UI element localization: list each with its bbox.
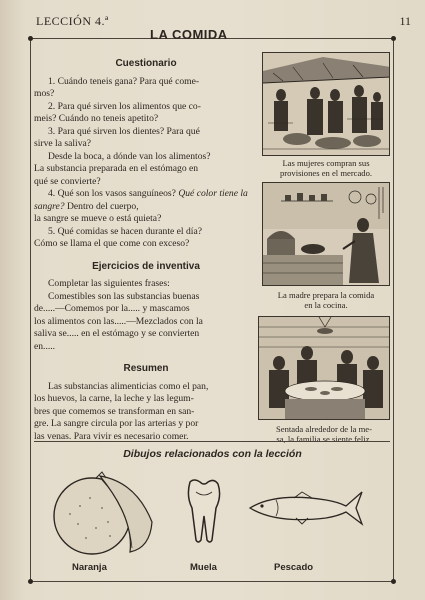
summary-line: las venas. Para vivir es necesario comer. <box>34 430 189 442</box>
kitchen-illustration <box>262 182 390 286</box>
page-number: 11 <box>399 14 411 28</box>
orange-icon <box>50 468 160 560</box>
frame-corner-dot <box>391 579 396 584</box>
exercises-heading: Ejercicios de inventiva <box>92 260 200 272</box>
market-caption <box>262 158 390 178</box>
question-line <box>34 188 258 213</box>
exercise-line: de.....—Comemos por la..... y mascamos <box>34 303 190 314</box>
lesson-label: LECCIÓN 4.ª <box>36 14 109 28</box>
family-table-illustration <box>258 316 390 420</box>
questionnaire-heading: Cuestionario <box>115 58 177 69</box>
summary-line: los huevos, la carne, la leche y las legum- <box>34 393 194 404</box>
question-line: 2. Para qué sirven los alimentos que co- <box>48 100 201 112</box>
frame-corner-dot <box>391 36 396 41</box>
question-line: Cómo se llama el que come con exceso? <box>34 238 190 249</box>
summary-line: Las substancias alimenticias como el pan, <box>48 380 209 392</box>
question-line: qué se convierte? <box>34 175 101 187</box>
text-column <box>34 58 258 443</box>
drawings-heading: Dibujos relacionados con la lección <box>123 448 302 460</box>
caption-line: Sentada alrededor de la me- <box>276 424 372 434</box>
summary-heading: Resumen <box>123 363 169 374</box>
question-part: 4. Qué son los vasos sanguíneos? <box>48 188 176 199</box>
summary-line: gre. La sangre circula por las arterias y por <box>34 418 199 429</box>
page-title: LA COMIDA <box>150 27 228 42</box>
question-line: 5. Qué comidas se hacen durante el día? <box>48 225 202 237</box>
caption-line: sa, la familia se siente feliz. <box>276 434 372 444</box>
question-line: Desde la boca, a dónde van los alimentos? <box>48 150 211 162</box>
exercise-line: saliva se..... en el estómago y se convierten <box>34 328 200 339</box>
fish-icon <box>246 488 366 528</box>
exercise-line: en..... <box>34 340 56 352</box>
summary-line: bres que comemos se transforman en san- <box>34 405 195 417</box>
question-line: la sangre se mueve o está quieta? <box>34 213 162 224</box>
frame-corner-dot <box>28 579 33 584</box>
question-line: 1. Cuándo teneis gana? Para qué come- <box>48 75 200 87</box>
question-line: sirve la saliva? <box>34 138 92 149</box>
question-part-italic: Qué color tiene la sangre? <box>34 188 248 212</box>
question-line: La substancia preparada en el estómago en <box>34 163 199 174</box>
caption-line: La madre prepara la comida <box>277 290 375 300</box>
caption-line: provisiones en el mercado. <box>279 168 373 178</box>
question-part: Dentro del cuerpo, <box>66 200 139 212</box>
questionnaire-text <box>34 76 258 251</box>
drawing-label-orange: Naranja <box>72 562 107 573</box>
exercise-line: Completar las siguientes frases: <box>48 278 170 289</box>
exercise-line: los alimentos con las.....—Mezclados con la <box>34 315 203 327</box>
frame-corner-dot <box>28 36 33 41</box>
drawing-label-fish: Pescado <box>274 562 314 573</box>
question-line: meis? Cuándo no teneis apetito? <box>34 113 159 124</box>
caption-line: Las mujeres compran sus <box>282 158 370 168</box>
summary-text <box>34 381 258 444</box>
exercises-text <box>34 278 258 353</box>
market-illustration <box>262 52 390 156</box>
exercise-line: Comestibles son las substancias buenas <box>48 290 200 302</box>
molar-tooth-icon <box>184 476 224 546</box>
drawing-label-molar: Muela <box>190 562 217 573</box>
question-line: 3. Para qué sirven los dientes? Para qué <box>48 125 200 137</box>
caption-line: en la cocina. <box>304 300 348 310</box>
question-line: mos? <box>34 88 55 99</box>
section-divider <box>34 441 390 442</box>
kitchen-caption <box>262 290 390 310</box>
